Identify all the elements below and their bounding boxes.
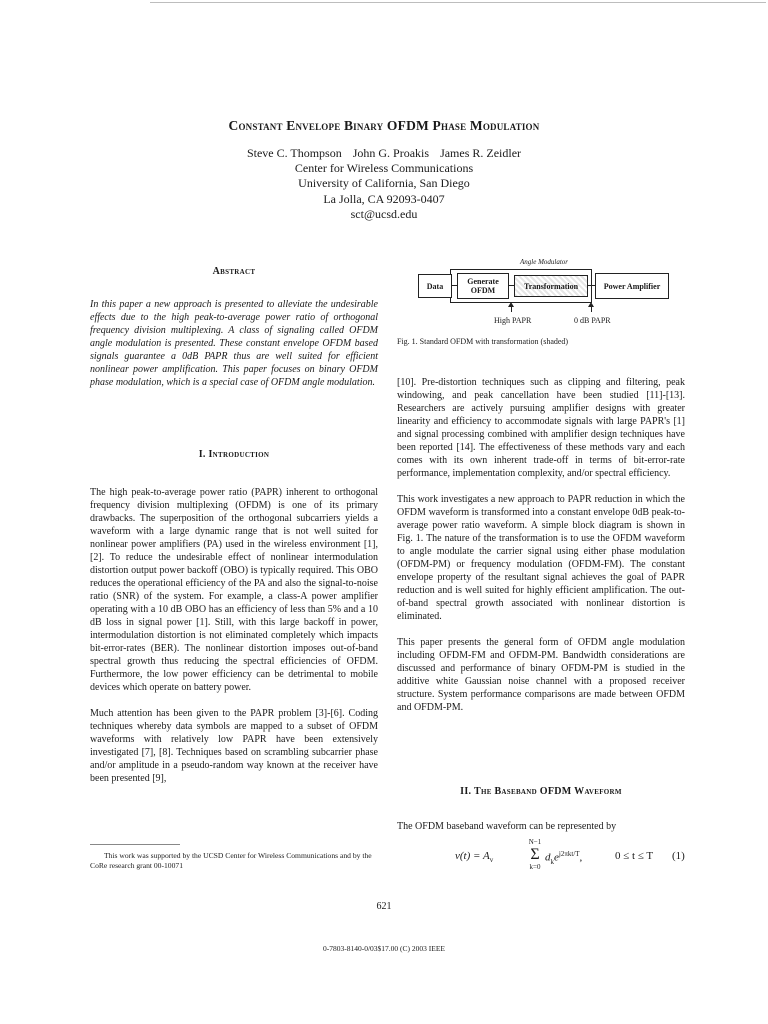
zero-papr-label: 0 dB PAPR (574, 316, 611, 325)
equation-number: (1) (672, 850, 685, 862)
intro-paragraph-1: The high peak-to-average power ratio (PAPR) inherent to orthogonal frequency division multiplexing (OFDM) is one of its primary drawbacks. The superposition of the orthogonal subcarriers yields a waveform with a large dynamic range that is not well suited for nonlinear power amplifiers (PA) used in the wireless environment [1], [2]. To reduce the undesirable effect of nonlinear intermodulation distortion output power backoff (OBO) is typically required. This OBO reduces the operational efficiency of the PA and also the signal-to-noise ratio (SNR) of the system. For example, a class-A power amplifier operating with a 10 dB OBO has an efficiency of less than 5% and a 10 dB loss in signal power [1]. Still, with this large backoff in power, intermodulation distortion is not eliminated completely which impacts bit-error-rates (BER). The nonlinear distortion imposes out-of-band spectral growth thus reducing the spectral efficiencies of OFDM. Furthermore, the low power efficiency can be detrimental to mobile devices which operate on battery power. (90, 487, 378, 693)
footnote-rule (90, 844, 180, 845)
right-column-body (397, 376, 685, 727)
author-1: Steve C. Thompson (246, 146, 342, 160)
angle-modulator-label: Angle Modulator (520, 258, 569, 266)
high-papr-label: High PAPR (494, 316, 532, 325)
paper-title: Constant Envelope Binary OFDM Phase Modulation (228, 118, 540, 133)
affiliation-line-3: La Jolla, CA 92093-0407 (323, 191, 445, 206)
section-2-heading: II. The Baseband OFDM Waveform (460, 786, 622, 797)
generate-ofdm-block: Generate OFDM (457, 273, 509, 299)
equation-condition: 0 ≤ t ≤ T (615, 850, 654, 862)
equation-1 (455, 838, 695, 874)
author-3: James R. Zeidler (440, 146, 522, 160)
zero-papr-arrow-stem (591, 306, 592, 312)
right-paragraph-3: This paper presents the general form of OFDM angle modulation including OFDM-FM and OFDM-PM. Bandwidth considerations are discussed and performance of binary OFDM-PM is studied in the additive white Gaussian noise channel with a proposed receiver structure. System performance comparisons are made between OFDM and OFDM-PM. (397, 637, 685, 713)
intro-body (90, 486, 378, 798)
equation-lhs: $v(t) = A_v$ (455, 850, 494, 865)
transformation-block: Transformation (514, 275, 588, 297)
author-names (0, 146, 768, 161)
affiliation-line-1: Center for Wireless Communications (294, 161, 474, 176)
right-paragraph-1: [10]. Pre-distortion techniques such as clipping and filtering, peak windowing, and peak cancellation have been studied [11]-[13]. Researchers are actively pursuing amplifier designs with greater linearity and efficiency to accommodate signals with large PAPR's [1] and signal processing combined with amplifier design techniques have been reported [14]. The effectiveness of these methods vary and each comes with its own inherent trade-off in terms of bit-error-rate performance, implementation complexity, and/or spectral efficiency. (397, 377, 685, 479)
scan-top-edge (150, 2, 766, 3)
abstract-heading: Abstract (212, 266, 256, 277)
figure-1-caption: Fig. 1. Standard OFDM with transformation (shaded) (397, 337, 569, 346)
author-email: sct@ucsd.edu (350, 206, 418, 221)
author-2: John G. Proakis (352, 146, 430, 160)
footnote: This work was supported by the UCSD Center for Wireless Communications and by the CoRe research grant 00-10071 (90, 851, 372, 870)
figure-1-block-diagram (414, 258, 676, 328)
page-number: 621 (376, 901, 392, 912)
right-paragraph-2: This work investigates a new approach to PAPR reduction in which the OFDM waveform is transformed into a constant envelope 0dB peak-to-average power ratio waveform. A simple block diagram is shown in Fig. 1. The nature of the transformation is to use the OFDM waveform to angle modulate the carrier signal using either phase modulation (OFDM-PM) or frequency modulation (OFDM-FM). The constant envelope property of the resultant signal achieves the goal of PAPR reduction and is well suited for highly efficient amplification. The out-of-band spectral growth associated with nonlinear distortion is eliminated. (397, 494, 685, 622)
connector-transformation-amplifier (587, 285, 595, 286)
summation-term: $d_ke^{j2\pi kt/T}$, (545, 850, 583, 866)
intro-paragraph-2: Much attention has been given to the PAPR problem [3]-[6]. Coding techniques whereby data symbols are mapped to a subset of OFDM waveforms with relatively low PAPR have been extensively investigated [7], [8]. Techniques based on scrambling subcarrier phase and/or amplitude in a pseudo-random way known at the receiver have been presented [9], (90, 708, 378, 784)
intro-heading: I. Introduction (198, 449, 270, 460)
author-block (0, 146, 768, 222)
copyright-line: 0-7803-8140-0/03$17.00 (C) 2003 IEEE (322, 944, 446, 953)
abstract-text: In this paper a new approach is presented to alleviate the undesirable effects due to the high peak-to-average power ratio of orthogonal frequency division multiplexing. A class of signaling called OFDM angle modulation is presented. These constant envelope OFDM based signals guarantee a 0dB PAPR thus are well suited for efficient nonlinear power amplification. This paper focuses on binary OFDM phase modulation, which is a special case of OFDM angle modulation. (90, 299, 378, 388)
data-block: Data (418, 274, 452, 298)
affiliation-line-2: University of California, San Diego (298, 176, 470, 191)
summation: N−1 Σ k=0 (528, 838, 542, 871)
high-papr-arrow-stem (511, 306, 512, 312)
section-2-intro: The OFDM baseband waveform can be represented by (397, 821, 617, 832)
power-amplifier-block: Power Amplifier (595, 273, 669, 299)
